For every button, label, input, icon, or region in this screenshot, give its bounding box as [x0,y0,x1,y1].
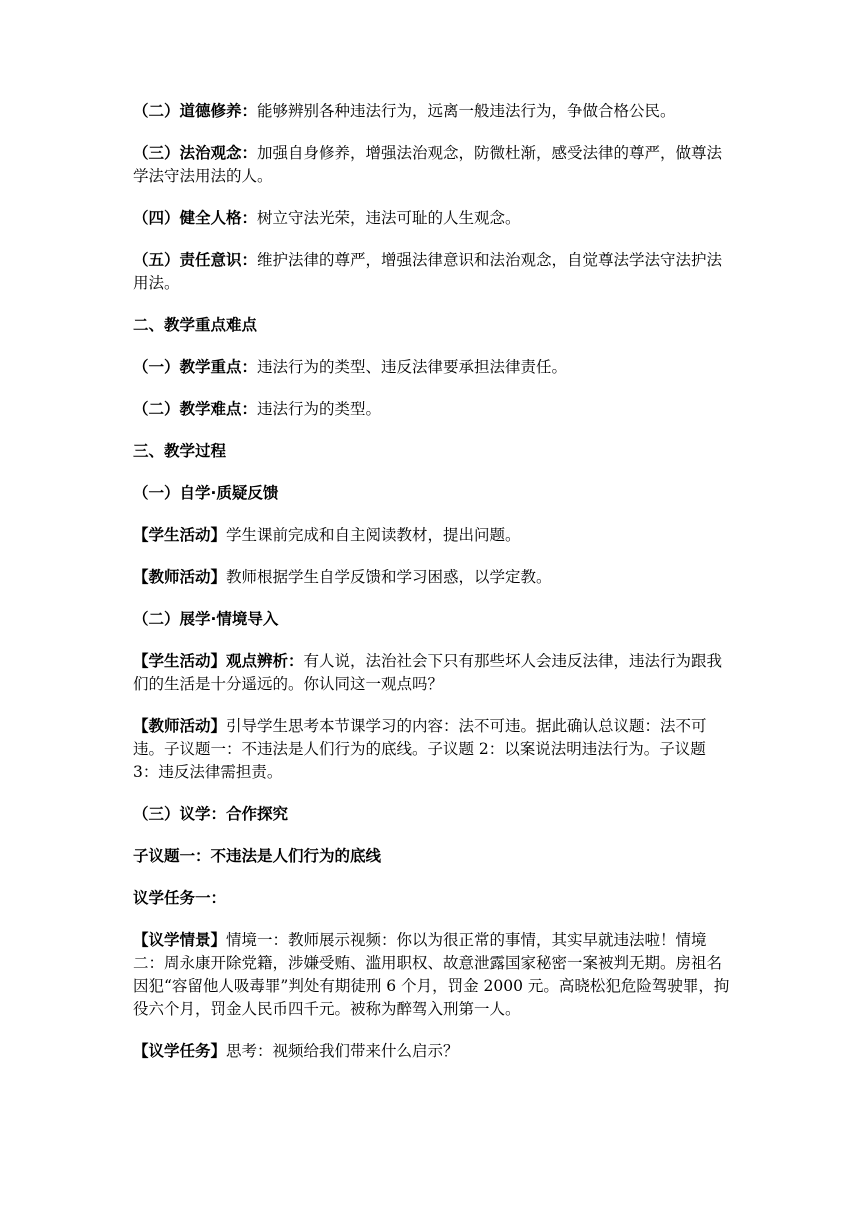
section-heading: 二、教学重点难点 [133,316,258,334]
heading-cooperative-inquiry [133,803,733,826]
paragraph-label: 【学生活动】观点辨析： [133,652,304,670]
paragraph-teacher-activity-2 [133,715,733,784]
paragraph-sense-of-responsibility [133,249,733,295]
heading-sub-topic-one [133,845,733,868]
paragraph-discussion-task [133,1040,733,1063]
paragraph-label: （二）教学难点： [133,400,258,418]
subsection-heading: （二）展学·情境导入 [133,610,279,628]
paragraph-text: 引导学生思考本节课学习的内容：法不可违。据此确认总议题：法不可违。子议题一：不违法是人们行为的底线。子议题 2：以案说法明违法行为。子议题 3：违反法律需担责。 [133,717,707,781]
paragraph-text: 违法行为的类型、违反法律要承担法律责任。 [257,358,568,376]
heading-teaching-process [133,440,733,463]
paragraph-text: 违法行为的类型。 [257,400,382,418]
heading-task-one [133,887,733,910]
paragraph-sound-personality [133,207,733,230]
paragraph-rule-of-law-concept [133,142,733,188]
paragraph-label: 【学生活动】 [133,526,227,544]
paragraph-label: 【教师活动】 [133,717,227,735]
subsection-heading: 议学任务一： [133,889,227,907]
paragraph-label: （三）法治观念： [133,144,258,162]
paragraph-text: 有人说，法治社会下只有那些坏人会违反法律，违法行为跟我们的生活是十分遥远的。你认同这一观点吗？ [133,652,723,693]
paragraph-text: 能够辨别各种违法行为，远离一般违法行为，争做合格公民。 [257,102,676,120]
paragraph-teaching-focus [133,356,733,379]
paragraph-moral-cultivation [133,100,733,123]
paragraph-label: 【议学任务】 [133,1042,227,1060]
paragraph-label: 【教师活动】 [133,568,227,586]
paragraph-discussion-scenario [133,929,733,1021]
section-heading: 三、教学过程 [133,442,227,460]
paragraph-label: （五）责任意识： [133,251,258,269]
paragraph-text: 情境一：教师展示视频：你以为很正常的事情，其实早就违法啦！情境二：周永康开除党籍，涉嫌受贿、滥用职权、故意泄露国家秘密一案被判无期。房祖名因犯“容留他人吸毒罪”判处有期徒刑 6 个月，罚金 2000 元。高晓松犯危险驾驶罪，拘役六个月，罚金人民币四千元。被称为醉驾入刑第一人。 [133,931,730,1018]
heading-situation-intro [133,608,733,631]
heading-self-study-feedback [133,482,733,505]
paragraph-label: （二）道德修养： [133,102,258,120]
subsection-heading: （三）议学：合作探究 [133,805,289,823]
paragraph-text: 维护法律的尊严，增强法律意识和法治观念，自觉尊法学法守法护法用法。 [133,251,723,292]
heading-key-difficult-points [133,314,733,337]
paragraph-label: 【议学情景】 [133,931,227,949]
document-page [133,100,733,1082]
subsection-heading: 子议题一：不违法是人们行为的底线 [133,847,382,865]
paragraph-student-activity-2 [133,650,733,696]
paragraph-text: 加强自身修养，增强法治观念，防微杜渐，感受法律的尊严，做尊法学法守法用法的人。 [133,144,723,185]
paragraph-teacher-activity-1 [133,566,733,589]
subsection-heading: （一）自学·质疑反馈 [133,484,279,502]
paragraph-teaching-difficulty [133,398,733,421]
paragraph-label: （四）健全人格： [133,209,258,227]
paragraph-text: 树立守法光荣，违法可耻的人生观念。 [257,209,521,227]
paragraph-text: 教师根据学生自学反馈和学习困惑，以学定教。 [226,568,552,586]
paragraph-text: 思考：视频给我们带来什么启示？ [226,1042,459,1060]
paragraph-text: 学生课前完成和自主阅读教材，提出问题。 [226,526,521,544]
paragraph-label: （一）教学重点： [133,358,258,376]
paragraph-student-activity-1 [133,524,733,547]
